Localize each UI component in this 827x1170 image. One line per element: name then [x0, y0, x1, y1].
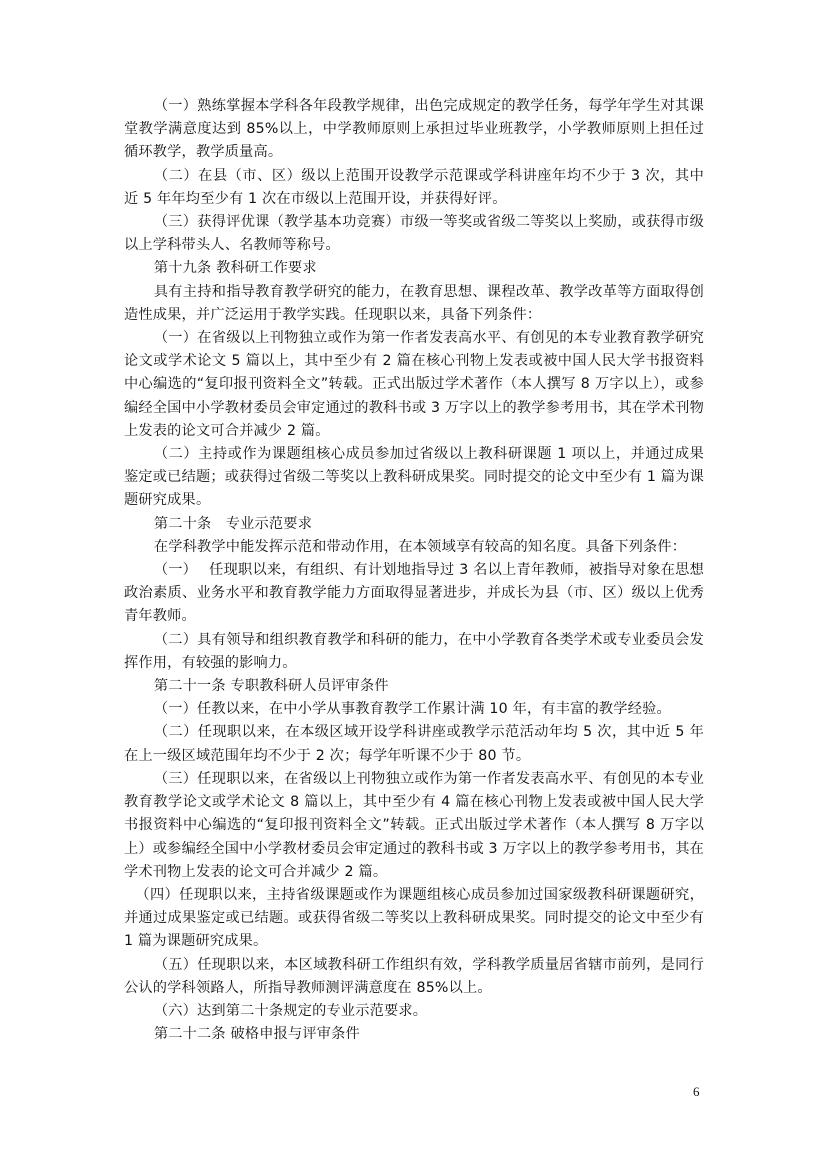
- paragraph-17: （六）达到第二十条规定的专业示范要求。: [153, 1002, 428, 1019]
- paragraph-8: 在学科教学中能发挥示范和带动作用，在本领域享有较高的知名度。具备下列条件：: [153, 538, 687, 555]
- paragraph-9: （一） 任现职以来，有组织、有计划地指导过 3 名以上青年教师，被指导对象在思想政治素质、业务水平和教育教学能力方面取得显著进步，并成长为县（市、区）级以上优秀青年教师。: [124, 562, 704, 625]
- paragraph-12: （一）任教以来，在中小学从事教育教学工作累计满 10 年，有丰富的教学经验。: [153, 701, 671, 718]
- section-heading-21: 第二十一条 专职教科研人员评审条件: [153, 678, 389, 695]
- paragraph-16: （五）任现职以来，本区域教科研工作组织有效，学科教学质量居省辖市前列，是同行公认的学科领路人，所指导教师测评满意度在 85%以上。: [124, 956, 704, 996]
- section-heading-19: 第十九条 教科研工作要求: [153, 260, 317, 277]
- section-heading-20: 第二十条 专业示范要求: [153, 515, 313, 532]
- paragraph-1: （二）在县（市、区）级以上范围开设教学示范课或学科讲座年均不少于 3 次，其中近 5 年年均至少有 1 次在市级以上范围开设，并获得好评。: [124, 167, 704, 207]
- section-heading-22: 第二十二条 破格申报与评审条件: [153, 1026, 360, 1043]
- paragraph-13: （二）任现职以来，在本级区域开设学科讲座或教学示范活动年均 5 次，其中近 5 年在上一级区域范围年均不少于 2 次；每学年听课不少于 80 节。: [124, 724, 704, 764]
- paragraph-5: （一）在省级以上刊物独立或作为第一作者发表高水平、有创见的本专业教育教学研究论文或学术论文 5 篇以上，其中至少有 2 篇在核心刊物上发表或被中国人民大学书报资料中心编选的“复印报刊资料全文”转载。正式出版过学术著作（本人撰写 8 万字以上），或参编经全国中小学教材委员会审定通过的教科书或 3 万字以上的教学参考用书，其在学术刊物上发表的论文可合并减少 2 篇。: [124, 330, 704, 439]
- document-body: [124, 95, 704, 1046]
- paragraph-4: 具有主持和指导教育教学研究的能力，在教育思想、课程改革、教学改革等方面取得创造性成果，并广泛运用于教学实践。任现职以来，具备下列条件：: [124, 283, 704, 323]
- page-number: 6: [693, 1084, 700, 1099]
- paragraph-10: （二）具有领导和组织教育教学和科研的能力，在中小学教育各类学术或专业委员会发挥作用，有较强的影响力。: [124, 631, 704, 671]
- paragraph-15: （四）任现职以来，主持省级课题或作为课题组核心成员参加过国家级教科研课题研究，并通过成果鉴定或已结题。或获得省级二等奖以上教科研成果奖。同时提交的论文中至少有 1 篇为课题研究成果。: [124, 886, 704, 950]
- paragraph-0: （一）熟练掌握本学科各年段教学规律，出色完成规定的教学任务，每学年学生对其课堂教学满意度达到 85%以上，中学教师原则上承担过毕业班教学，小学教师原则上担任过循环教学，教学质量高。: [124, 98, 704, 161]
- paragraph-14: （三）任现职以来，在省级以上刊物独立或作为第一作者发表高水平、有创见的本专业教育教学论文或学术论文 8 篇以上，其中至少有 4 篇在核心刊物上发表或被中国人民大学书报资料中心编选的“复印报刊资料全文”转载。正式出版过学术著作（本人撰写 8 万字以上）或参编经全国中小学教材委员会审定通过的教科书或 3 万字以上的教学参考用书，其在学术刊物上发表的论文可合并减少 2 篇。: [124, 770, 704, 880]
- paragraph-2: （三）获得评优课（教学基本功竞赛）市级一等奖或省级二等奖以上奖励，或获得市级以上学科带头人、名教师等称号。: [124, 214, 704, 254]
- paragraph-6: （二）主持或作为课题组核心成员参加过省级以上教科研课题 1 项以上，并通过成果鉴定或已结题；或获得过省级二等奖以上教科研成果奖。同时提交的论文中至少有 1 篇为课题研究成果。: [124, 446, 704, 509]
